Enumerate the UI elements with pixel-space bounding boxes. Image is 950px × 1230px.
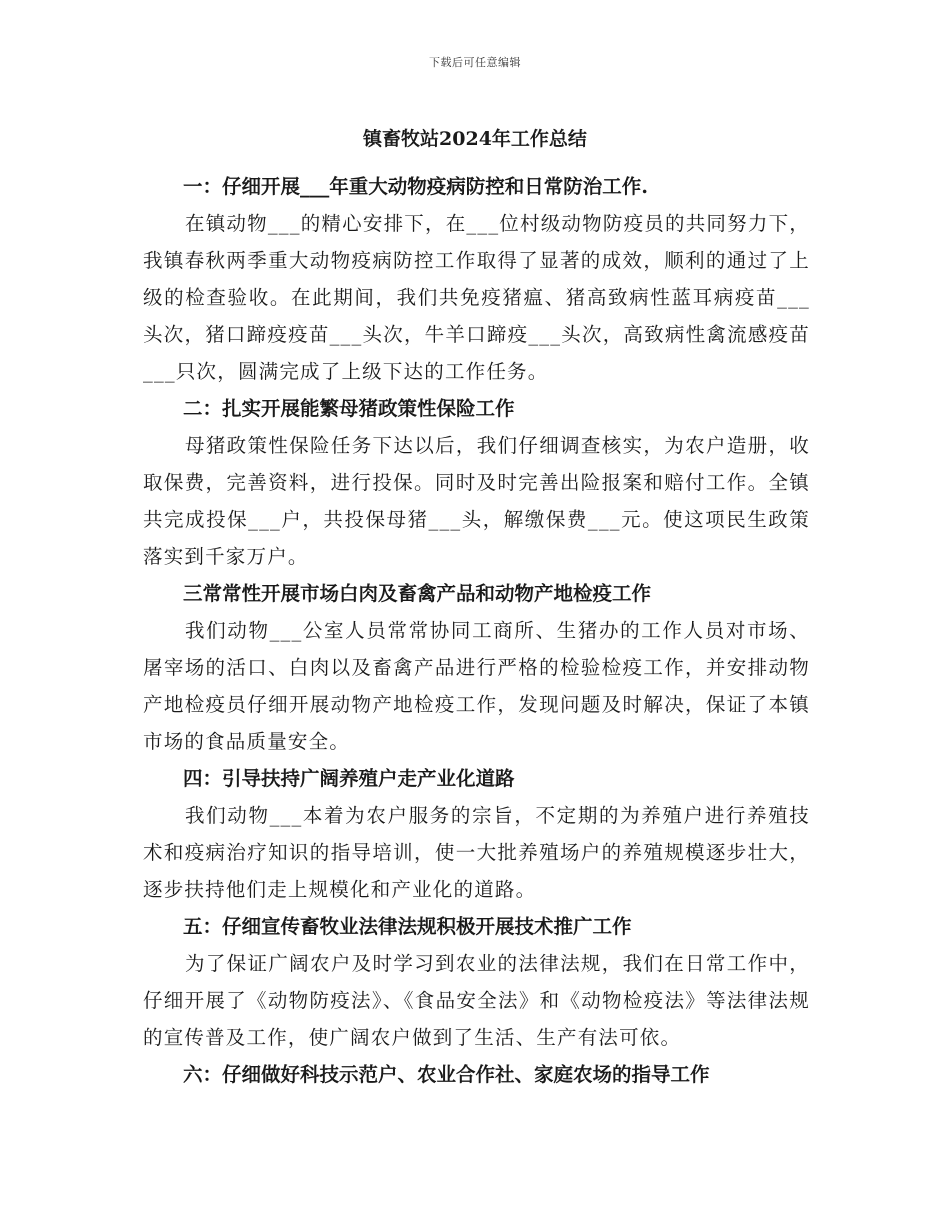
section-paragraph-4: 我们动物___本着为农户服务的宗旨，不定期的为养殖户进行养殖技术和疫病治疗知识的指导培训，使一大批养殖场户的养殖规模逐步壮大，逐步扶持他们走上规模化和产业化的道路。 xyxy=(143,804,810,901)
section-paragraph-5: 为了保证广阔农户及时学习到农业的法律法规，我们在日常工作中，仔细开展了《动物防疫法》、《食品安全法》和《动物检疫法》等法律法规的宣传普及工作，使广阔农户做到了生活、生产有法可依。 xyxy=(143,952,810,1049)
section-paragraph-2: 母猪政策性保险任务下达以后，我们仔细调查核实，为农户造册，收取保费，完善资料，进行投保。同时及时完善出险报案和赔付工作。全镇共完成投保___户，共投保母猪___头，解缴保费___元。使这项民生政策落实到千家万户。 xyxy=(143,434,810,568)
section-heading-5: 五：仔细宣传畜牧业法律法规积极开展技术推广工作 xyxy=(183,915,632,938)
document-title: 镇畜牧站2024年工作总结 xyxy=(363,128,587,150)
section-heading-6: 六：仔细做好科技示范户、农业合作社、家庭农场的指导工作 xyxy=(183,1063,710,1086)
section-paragraph-3: 我们动物___公室人员常常协同工商所、生猪办的工作人员对市场、屠宰场的活口、白肉以及畜禽产品进行严格的检验检疫工作，并安排动物产地检疫员仔细开展动物产地检疫工作，发现问题及时解决，保证了本镇市场的食品质量安全。 xyxy=(143,619,810,753)
section-heading-3: 三常常性开展市场白肉及畜禽产品和动物产地检疫工作 xyxy=(183,582,652,605)
header-note: 下载后可任意编辑 xyxy=(429,56,521,69)
section-heading-4: 四：引导扶持广阔养殖户走产业化道路 xyxy=(183,767,515,790)
section-heading-2: 二：扎实开展能繁母猪政策性保险工作 xyxy=(183,397,515,420)
document-body xyxy=(143,168,810,1093)
section-paragraph-1: 在镇动物___的精心安排下，在___位村级动物防疫员的共同努力下，我镇春秋两季重大动物疫病防控工作取得了显著的成效，顺利的通过了上级的检查验收。在此期间，我们共免疫猪瘟、猪高致病性蓝耳病疫苗___头次，猪口蹄疫疫苗___头次，牛羊口蹄疫___头次，高致病性禽流感疫苗___只次，圆满完成了上级下达的工作任务。 xyxy=(143,212,810,383)
section-heading-1: 一：仔细开展___年重大动物疫病防控和日常防治工作. xyxy=(183,175,649,198)
